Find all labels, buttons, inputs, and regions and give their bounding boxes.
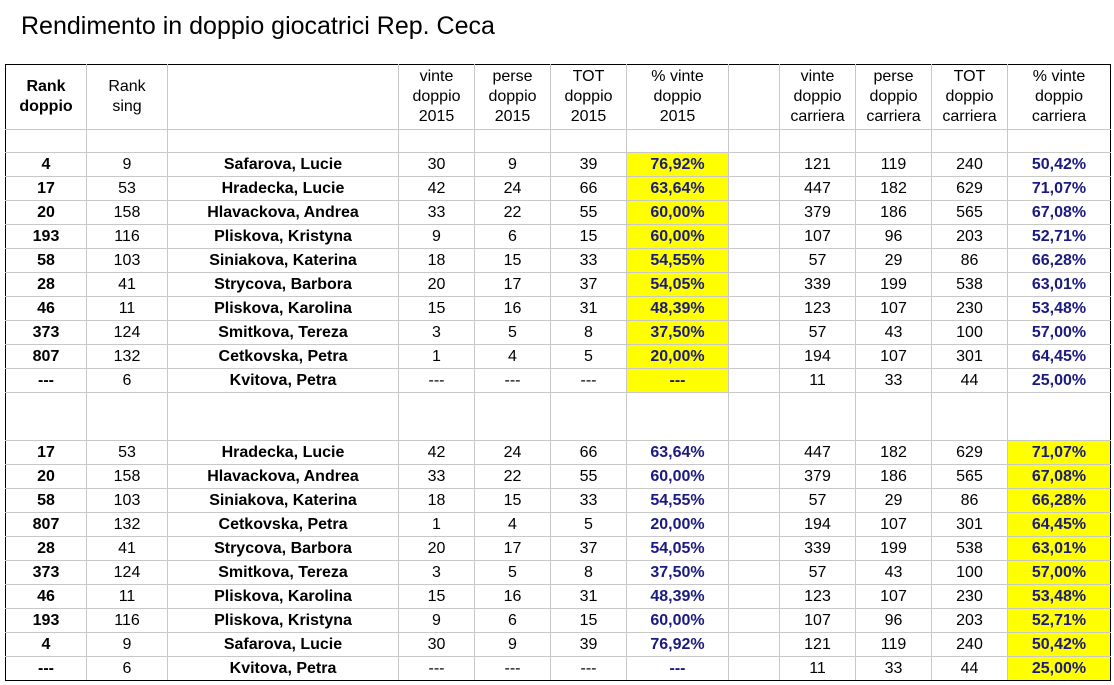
won-career-cell: 107 (780, 225, 856, 249)
pct-career-cell: 52,71% (1008, 609, 1111, 633)
table-row (6, 297, 1111, 321)
rank-doubles-cell: 193 (6, 225, 87, 249)
tot-career-cell: 565 (932, 465, 1008, 489)
rank-doubles-cell: 4 (6, 153, 87, 177)
lost-2015-cell: --- (475, 657, 551, 681)
tot-2015-cell: 15 (551, 225, 627, 249)
header-lost-2015: perse doppio 2015 (475, 65, 551, 130)
lost-career-cell: 182 (856, 177, 932, 201)
lost-career-cell: 119 (856, 153, 932, 177)
tot-2015-cell: 37 (551, 537, 627, 561)
rank-singles-cell: 158 (87, 201, 168, 225)
tot-2015-cell: 5 (551, 345, 627, 369)
header-pct-2015: % vinte doppio 2015 (627, 65, 729, 130)
tot-career-cell: 100 (932, 561, 1008, 585)
table-row (6, 465, 1111, 489)
header-tot-career: TOT doppio carriera (932, 65, 1008, 130)
doubles-stats-table (5, 64, 1111, 681)
lost-career-cell: 96 (856, 609, 932, 633)
table-row (6, 177, 1111, 201)
player-name-cell: Hlavackova, Andrea (168, 465, 399, 489)
lost-2015-cell: 5 (475, 561, 551, 585)
spacer-row (6, 130, 1111, 153)
pct-2015-cell: 20,00% (627, 345, 729, 369)
pct-career-cell: 53,48% (1008, 297, 1111, 321)
table-row (6, 537, 1111, 561)
won-2015-cell: 9 (399, 609, 475, 633)
page-title: Rendimento in doppio giocatrici Rep. Ceca (21, 12, 495, 40)
lost-2015-cell: 15 (475, 489, 551, 513)
player-name-cell: Safarova, Lucie (168, 633, 399, 657)
tot-career-cell: 629 (932, 177, 1008, 201)
lost-career-cell: 107 (856, 345, 932, 369)
rank-singles-cell: 132 (87, 345, 168, 369)
pct-2015-cell: 20,00% (627, 513, 729, 537)
pct-career-cell: 66,28% (1008, 249, 1111, 273)
gap-cell (729, 345, 780, 369)
lost-2015-cell: 6 (475, 225, 551, 249)
tot-career-cell: 44 (932, 369, 1008, 393)
pct-career-cell: 64,45% (1008, 345, 1111, 369)
rank-doubles-cell: 807 (6, 513, 87, 537)
rank-doubles-cell: 58 (6, 249, 87, 273)
tot-2015-cell: 66 (551, 177, 627, 201)
spacer-row (6, 393, 1111, 441)
rank-doubles-cell: 20 (6, 201, 87, 225)
table-row (6, 609, 1111, 633)
tot-2015-cell: 5 (551, 513, 627, 537)
player-name-cell: Hradecka, Lucie (168, 441, 399, 465)
won-2015-cell: 1 (399, 513, 475, 537)
tot-career-cell: 100 (932, 321, 1008, 345)
tot-2015-cell: 31 (551, 297, 627, 321)
tot-career-cell: 86 (932, 249, 1008, 273)
tot-2015-cell: 15 (551, 609, 627, 633)
header-name (168, 65, 399, 130)
table-row (6, 441, 1111, 465)
header-row (6, 65, 1111, 130)
pct-career-cell: 53,48% (1008, 585, 1111, 609)
player-name-cell: Safarova, Lucie (168, 153, 399, 177)
won-career-cell: 57 (780, 321, 856, 345)
lost-career-cell: 199 (856, 273, 932, 297)
tot-2015-cell: 66 (551, 441, 627, 465)
rank-doubles-cell: 807 (6, 345, 87, 369)
header-won-career: vinte doppio carriera (780, 65, 856, 130)
pct-career-cell: 63,01% (1008, 537, 1111, 561)
lost-2015-cell: 24 (475, 441, 551, 465)
won-2015-cell: 20 (399, 273, 475, 297)
won-career-cell: 123 (780, 297, 856, 321)
pct-2015-cell: --- (627, 657, 729, 681)
lost-2015-cell: 17 (475, 537, 551, 561)
won-2015-cell: 30 (399, 633, 475, 657)
tot-2015-cell: 39 (551, 153, 627, 177)
lost-2015-cell: 9 (475, 153, 551, 177)
player-name-cell: Cetkovska, Petra (168, 513, 399, 537)
pct-2015-cell: 60,00% (627, 465, 729, 489)
pct-career-cell: 66,28% (1008, 489, 1111, 513)
tot-career-cell: 240 (932, 153, 1008, 177)
player-name-cell: Siniakova, Katerina (168, 249, 399, 273)
pct-2015-cell: 63,64% (627, 441, 729, 465)
gap-cell (729, 201, 780, 225)
gap-cell (729, 225, 780, 249)
won-career-cell: 379 (780, 465, 856, 489)
won-2015-cell: --- (399, 369, 475, 393)
tot-career-cell: 565 (932, 201, 1008, 225)
table-row (6, 273, 1111, 297)
lost-2015-cell: 4 (475, 513, 551, 537)
won-2015-cell: 20 (399, 537, 475, 561)
lost-career-cell: 43 (856, 561, 932, 585)
pct-2015-cell: 54,05% (627, 273, 729, 297)
header-lost-career: perse doppio carriera (856, 65, 932, 130)
lost-career-cell: 107 (856, 297, 932, 321)
rank-singles-cell: 41 (87, 273, 168, 297)
table-row (6, 321, 1111, 345)
won-career-cell: 57 (780, 489, 856, 513)
rank-doubles-cell: 373 (6, 561, 87, 585)
pct-2015-cell: 48,39% (627, 585, 729, 609)
pct-2015-cell: 76,92% (627, 633, 729, 657)
tot-career-cell: 301 (932, 513, 1008, 537)
lost-2015-cell: 5 (475, 321, 551, 345)
tot-2015-cell: 8 (551, 561, 627, 585)
player-name-cell: Kvitova, Petra (168, 657, 399, 681)
tot-2015-cell: 33 (551, 489, 627, 513)
rank-singles-cell: 116 (87, 225, 168, 249)
pct-2015-cell: 54,55% (627, 489, 729, 513)
won-career-cell: 194 (780, 513, 856, 537)
tot-career-cell: 240 (932, 633, 1008, 657)
gap-cell (729, 609, 780, 633)
gap-cell (729, 153, 780, 177)
won-2015-cell: 30 (399, 153, 475, 177)
won-career-cell: 107 (780, 609, 856, 633)
gap-cell (729, 513, 780, 537)
tot-career-cell: 301 (932, 345, 1008, 369)
gap-cell (729, 441, 780, 465)
won-career-cell: 194 (780, 345, 856, 369)
table-row (6, 561, 1111, 585)
gap-cell (729, 489, 780, 513)
rank-singles-cell: 9 (87, 633, 168, 657)
player-name-cell: Hlavackova, Andrea (168, 201, 399, 225)
player-name-cell: Cetkovska, Petra (168, 345, 399, 369)
tot-2015-cell: 31 (551, 585, 627, 609)
lost-career-cell: 119 (856, 633, 932, 657)
pct-career-cell: 71,07% (1008, 177, 1111, 201)
tot-2015-cell: 8 (551, 321, 627, 345)
table-row (6, 369, 1111, 393)
rank-singles-cell: 103 (87, 249, 168, 273)
header-won-2015: vinte doppio 2015 (399, 65, 475, 130)
pct-2015-cell: 37,50% (627, 321, 729, 345)
won-2015-cell: 1 (399, 345, 475, 369)
tot-2015-cell: --- (551, 657, 627, 681)
pct-2015-cell: 54,55% (627, 249, 729, 273)
tot-2015-cell: 55 (551, 465, 627, 489)
table-row (6, 489, 1111, 513)
won-2015-cell: 15 (399, 297, 475, 321)
lost-2015-cell: 6 (475, 609, 551, 633)
player-name-cell: Smitkova, Tereza (168, 561, 399, 585)
pct-2015-cell: 37,50% (627, 561, 729, 585)
rank-doubles-cell: 46 (6, 585, 87, 609)
player-name-cell: Pliskova, Karolina (168, 585, 399, 609)
tot-career-cell: 538 (932, 537, 1008, 561)
lost-2015-cell: 16 (475, 585, 551, 609)
pct-career-cell: 52,71% (1008, 225, 1111, 249)
tot-2015-cell: 33 (551, 249, 627, 273)
pct-2015-cell: 63,64% (627, 177, 729, 201)
won-2015-cell: 15 (399, 585, 475, 609)
rank-doubles-cell: 17 (6, 177, 87, 201)
won-2015-cell: --- (399, 657, 475, 681)
gap-cell (729, 297, 780, 321)
rank-singles-cell: 11 (87, 585, 168, 609)
gap-cell (729, 537, 780, 561)
rank-singles-cell: 124 (87, 321, 168, 345)
won-2015-cell: 42 (399, 177, 475, 201)
lost-2015-cell: 24 (475, 177, 551, 201)
pct-2015-cell: --- (627, 369, 729, 393)
lost-career-cell: 107 (856, 585, 932, 609)
rank-doubles-cell: --- (6, 369, 87, 393)
rank-doubles-cell: 58 (6, 489, 87, 513)
won-career-cell: 339 (780, 537, 856, 561)
rank-singles-cell: 11 (87, 297, 168, 321)
won-2015-cell: 42 (399, 441, 475, 465)
rank-singles-cell: 116 (87, 609, 168, 633)
gap-cell (729, 633, 780, 657)
lost-career-cell: 182 (856, 441, 932, 465)
pct-career-cell: 50,42% (1008, 633, 1111, 657)
won-2015-cell: 18 (399, 249, 475, 273)
won-2015-cell: 18 (399, 489, 475, 513)
tot-career-cell: 629 (932, 441, 1008, 465)
lost-2015-cell: 22 (475, 465, 551, 489)
won-career-cell: 121 (780, 633, 856, 657)
lost-2015-cell: 22 (475, 201, 551, 225)
pct-2015-cell: 60,00% (627, 201, 729, 225)
gap-cell (729, 177, 780, 201)
table-row (6, 345, 1111, 369)
gap-cell (729, 585, 780, 609)
rank-singles-cell: 158 (87, 465, 168, 489)
pct-career-cell: 63,01% (1008, 273, 1111, 297)
tot-career-cell: 230 (932, 297, 1008, 321)
lost-career-cell: 33 (856, 657, 932, 681)
rank-singles-cell: 6 (87, 657, 168, 681)
player-name-cell: Strycova, Barbora (168, 537, 399, 561)
tot-career-cell: 203 (932, 609, 1008, 633)
rank-singles-cell: 132 (87, 513, 168, 537)
player-name-cell: Pliskova, Kristyna (168, 225, 399, 249)
tot-2015-cell: 55 (551, 201, 627, 225)
table-row (6, 225, 1111, 249)
won-career-cell: 11 (780, 369, 856, 393)
tot-career-cell: 44 (932, 657, 1008, 681)
rank-doubles-cell: 373 (6, 321, 87, 345)
lost-career-cell: 33 (856, 369, 932, 393)
won-2015-cell: 33 (399, 465, 475, 489)
table-row (6, 153, 1111, 177)
header-rank-doubles: Rank doppio (6, 65, 87, 130)
lost-career-cell: 43 (856, 321, 932, 345)
tot-2015-cell: 37 (551, 273, 627, 297)
rank-doubles-cell: 46 (6, 297, 87, 321)
player-name-cell: Siniakova, Katerina (168, 489, 399, 513)
player-name-cell: Pliskova, Kristyna (168, 609, 399, 633)
lost-career-cell: 107 (856, 513, 932, 537)
pct-career-cell: 50,42% (1008, 153, 1111, 177)
won-2015-cell: 3 (399, 321, 475, 345)
gap-cell (729, 657, 780, 681)
rank-doubles-cell: 4 (6, 633, 87, 657)
pct-2015-cell: 60,00% (627, 225, 729, 249)
won-career-cell: 57 (780, 561, 856, 585)
won-career-cell: 121 (780, 153, 856, 177)
pct-career-cell: 64,45% (1008, 513, 1111, 537)
player-name-cell: Strycova, Barbora (168, 273, 399, 297)
rank-doubles-cell: 20 (6, 465, 87, 489)
pct-career-cell: 67,08% (1008, 201, 1111, 225)
player-name-cell: Kvitova, Petra (168, 369, 399, 393)
pct-2015-cell: 76,92% (627, 153, 729, 177)
player-name-cell: Hradecka, Lucie (168, 177, 399, 201)
tot-career-cell: 86 (932, 489, 1008, 513)
table-row (6, 585, 1111, 609)
pct-career-cell: 71,07% (1008, 441, 1111, 465)
gap-cell (729, 465, 780, 489)
lost-career-cell: 96 (856, 225, 932, 249)
won-career-cell: 123 (780, 585, 856, 609)
pct-career-cell: 57,00% (1008, 321, 1111, 345)
rank-doubles-cell: 17 (6, 441, 87, 465)
won-career-cell: 339 (780, 273, 856, 297)
gap-cell (729, 273, 780, 297)
rank-doubles-cell: --- (6, 657, 87, 681)
won-2015-cell: 33 (399, 201, 475, 225)
rank-singles-cell: 53 (87, 177, 168, 201)
pct-career-cell: 57,00% (1008, 561, 1111, 585)
won-2015-cell: 9 (399, 225, 475, 249)
header-pct-career: % vinte doppio carriera (1008, 65, 1111, 130)
header-gap (729, 65, 780, 130)
rank-singles-cell: 53 (87, 441, 168, 465)
rank-singles-cell: 6 (87, 369, 168, 393)
won-career-cell: 447 (780, 177, 856, 201)
table-row (6, 633, 1111, 657)
won-career-cell: 57 (780, 249, 856, 273)
lost-2015-cell: 15 (475, 249, 551, 273)
gap-cell (729, 321, 780, 345)
lost-2015-cell: 9 (475, 633, 551, 657)
won-career-cell: 447 (780, 441, 856, 465)
tot-career-cell: 538 (932, 273, 1008, 297)
lost-career-cell: 199 (856, 537, 932, 561)
won-career-cell: 379 (780, 201, 856, 225)
tot-career-cell: 203 (932, 225, 1008, 249)
lost-career-cell: 29 (856, 249, 932, 273)
table-row (6, 513, 1111, 537)
header-tot-2015: TOT doppio 2015 (551, 65, 627, 130)
rank-singles-cell: 41 (87, 537, 168, 561)
pct-2015-cell: 60,00% (627, 609, 729, 633)
rank-doubles-cell: 28 (6, 273, 87, 297)
pct-career-cell: 25,00% (1008, 657, 1111, 681)
table-row (6, 249, 1111, 273)
pct-career-cell: 67,08% (1008, 465, 1111, 489)
lost-career-cell: 29 (856, 489, 932, 513)
lost-2015-cell: 16 (475, 297, 551, 321)
tot-2015-cell: --- (551, 369, 627, 393)
rank-doubles-cell: 193 (6, 609, 87, 633)
rank-doubles-cell: 28 (6, 537, 87, 561)
gap-cell (729, 369, 780, 393)
pct-career-cell: 25,00% (1008, 369, 1111, 393)
gap-cell (729, 561, 780, 585)
pct-2015-cell: 48,39% (627, 297, 729, 321)
lost-career-cell: 186 (856, 465, 932, 489)
lost-2015-cell: --- (475, 369, 551, 393)
table-row (6, 201, 1111, 225)
lost-career-cell: 186 (856, 201, 932, 225)
rank-singles-cell: 9 (87, 153, 168, 177)
lost-2015-cell: 17 (475, 273, 551, 297)
pct-2015-cell: 54,05% (627, 537, 729, 561)
gap-cell (729, 249, 780, 273)
rank-singles-cell: 124 (87, 561, 168, 585)
player-name-cell: Pliskova, Karolina (168, 297, 399, 321)
player-name-cell: Smitkova, Tereza (168, 321, 399, 345)
lost-2015-cell: 4 (475, 345, 551, 369)
tot-2015-cell: 39 (551, 633, 627, 657)
won-2015-cell: 3 (399, 561, 475, 585)
table-row (6, 657, 1111, 681)
tot-career-cell: 230 (932, 585, 1008, 609)
rank-singles-cell: 103 (87, 489, 168, 513)
header-rank-singles: Rank sing (87, 65, 168, 130)
won-career-cell: 11 (780, 657, 856, 681)
